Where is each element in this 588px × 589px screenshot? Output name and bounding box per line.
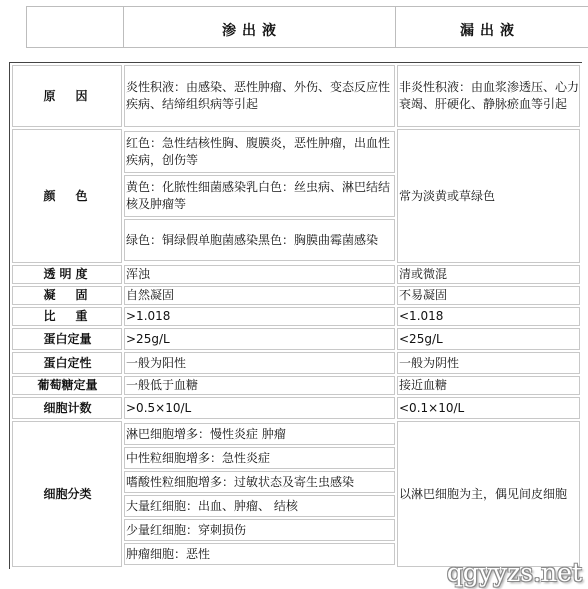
list-item: 中性粒细胞增多：急性炎症 <box>124 447 395 469</box>
transudate-cell: 非炎性积液：由血浆渗透压、心力衰竭、肝硬化、静脉瘀血等引起 <box>397 65 580 127</box>
site-watermark: qgyyzs.net <box>446 558 582 587</box>
header-exudate: 渗出液 <box>222 23 282 39</box>
table-row <box>12 397 580 419</box>
table-row <box>12 286 580 305</box>
row-label-color: 颜 色 <box>12 129 122 263</box>
row-label-protein-quantitative: 蛋白定量 <box>12 328 122 350</box>
header-top-rule <box>26 6 588 7</box>
exudate-cell: 浑浊 <box>124 265 395 284</box>
table-row <box>12 65 580 127</box>
list-item: 肿瘤细胞：恶性 <box>124 543 395 565</box>
exudate-cell: 一般低于血糖 <box>124 376 395 395</box>
row-label-cell-classification: 细胞分类 <box>12 421 122 567</box>
list-item: 嗜酸性粒细胞增多：过敏状态及寄生虫感染 <box>124 471 395 493</box>
list-item: 红色：急性结核性胸、腹膜炎，恶性肿瘤，出血性疾病，创伤等 <box>124 131 395 173</box>
list-item: 淋巴细胞增多：慢性炎症 肿瘤 <box>124 423 395 445</box>
exudate-cell: 自然凝固 <box>124 286 395 305</box>
exudate-subcells <box>124 129 395 263</box>
list-item: 大量红细胞：出血、肿瘤、 结核 <box>124 495 395 517</box>
transudate-cell: <1.018 <box>397 307 580 326</box>
transudate-cell: 清或微混 <box>397 265 580 284</box>
table-row <box>12 307 580 326</box>
row-label-cause: 原 因 <box>12 65 122 127</box>
transudate-cell: 不易凝固 <box>397 286 580 305</box>
row-label-transparency: 透明度 <box>12 265 122 284</box>
table-row <box>12 376 580 395</box>
header-divider-rule <box>123 6 124 48</box>
list-item: 绿色：铜绿假单胞菌感染黑色：胸膜曲霉菌感染 <box>124 219 395 261</box>
comparison-table <box>9 62 582 569</box>
exudate-subtable <box>124 129 395 263</box>
header-left-rule <box>26 6 27 48</box>
exudate-cell: >1.018 <box>124 307 395 326</box>
transudate-cell: 接近血糖 <box>397 376 580 395</box>
header-divider-rule-2 <box>395 6 396 48</box>
row-label-protein-qualitative: 蛋白定性 <box>12 352 122 374</box>
exudate-subcells <box>124 421 395 567</box>
exudate-subtable <box>124 421 395 567</box>
table-row <box>12 129 580 263</box>
transudate-cell: <0.1×10/L <box>397 397 580 419</box>
transudate-cell: 一般为阴性 <box>397 352 580 374</box>
row-label-specific-gravity: 比 重 <box>12 307 122 326</box>
exudate-cell: >0.5×10/L <box>124 397 395 419</box>
row-label-cell-count: 细胞计数 <box>12 397 122 419</box>
table-row <box>12 352 580 374</box>
header-bottom-rule <box>26 47 588 48</box>
row-label-coagulation: 凝 固 <box>12 286 122 305</box>
list-item: 少量红细胞：穿刺损伤 <box>124 519 395 541</box>
list-item: 黄色：化脓性细菌感染乳白色：丝虫病、淋巴结结核及肿瘤等 <box>124 175 395 217</box>
table-row <box>12 265 580 284</box>
exudate-cell: >25g/L <box>124 328 395 350</box>
exudate-cell: 炎性积液：由感染、恶性肿瘤、外伤、变态反应性疾病、结缔组织病等引起 <box>124 65 395 127</box>
table-row <box>12 328 580 350</box>
exudate-cell: 一般为阳性 <box>124 352 395 374</box>
transudate-cell: 常为淡黄或草绿色 <box>397 129 580 263</box>
table-row <box>12 421 580 567</box>
transudate-cell: 以淋巴细胞为主，偶见间皮细胞 <box>397 421 580 567</box>
header-transudate: 漏出液 <box>460 23 520 39</box>
row-label-glucose: 葡萄糖定量 <box>12 376 122 395</box>
transudate-cell: <25g/L <box>397 328 580 350</box>
